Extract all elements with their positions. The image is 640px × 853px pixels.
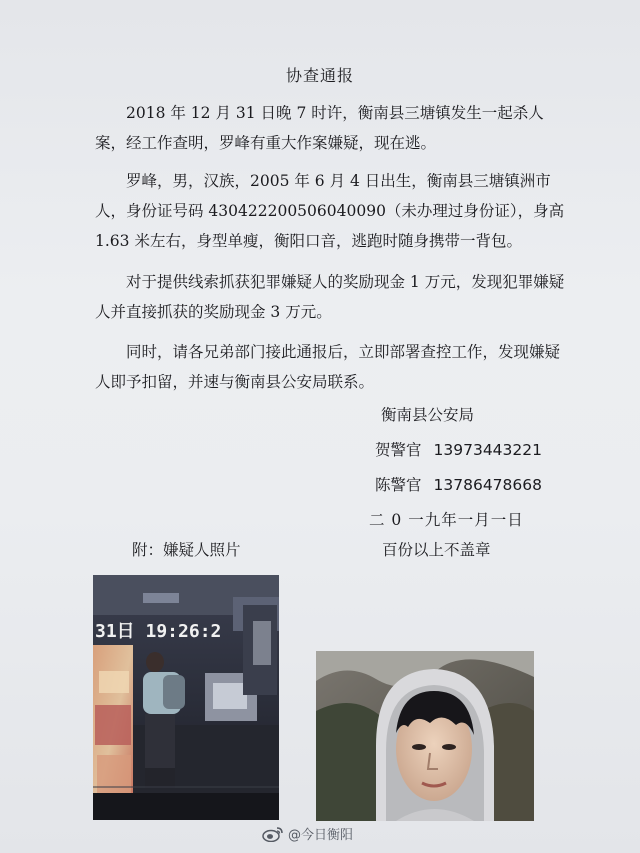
issuer-name: 衡南县公安局: [381, 406, 475, 424]
stamp-note: 百份以上不盖章: [382, 541, 491, 559]
contact-phone: 13973443221: [433, 441, 542, 459]
cctv-timestamp: 31日 19:26:2: [95, 621, 222, 642]
contact-row: [375, 438, 542, 460]
cctv-image: [93, 575, 279, 820]
attachment-label: 附：嫌疑人照片: [132, 541, 241, 559]
notice-paragraph-case: 2018 年 12 月 31 日晚 7 时许，衡南县三塘镇发生一起杀人案，经工作查明，罗峰有重大作案嫌疑，现在逃。: [95, 104, 544, 152]
suspect-portrait: [316, 651, 534, 821]
contact-phone: 13786478668: [433, 476, 542, 494]
notice-paragraph-reward: 对于提供线索抓获犯罪嫌疑人的奖励现金 1 万元，发现犯罪嫌疑人并直接抓获的奖励现金 3 万元。: [95, 273, 565, 321]
contact-name: 贺警官: [375, 441, 422, 459]
contact-name: 陈警官: [375, 476, 422, 494]
portrait-image: [316, 651, 534, 821]
issue-date: 二 0 一九年一月一日: [369, 511, 524, 529]
cctv-photo: [93, 575, 279, 820]
notice-paragraph-request: 同时，请各兄弟部门接此通报后，立即部署查控工作，发现嫌疑人即予扣留，并速与衡南县公安局联系。: [95, 343, 561, 391]
weibo-icon: [262, 826, 284, 842]
watermark-text: @今日衡阳: [288, 828, 354, 843]
weibo-watermark: [262, 824, 353, 843]
contact-row: [375, 473, 542, 495]
notice-title: 协查通报: [285, 66, 354, 85]
notice-paragraph-suspect: 罗峰，男，汉族，2005 年 6 月 4 日出生，衡南县三塘镇洲市人，身份证号码 430422200506040090（未办理过身份证），身高 1.63 米左右，身型单瘦，衡阳口音，逃跑时随身携带一背包。: [95, 172, 565, 250]
